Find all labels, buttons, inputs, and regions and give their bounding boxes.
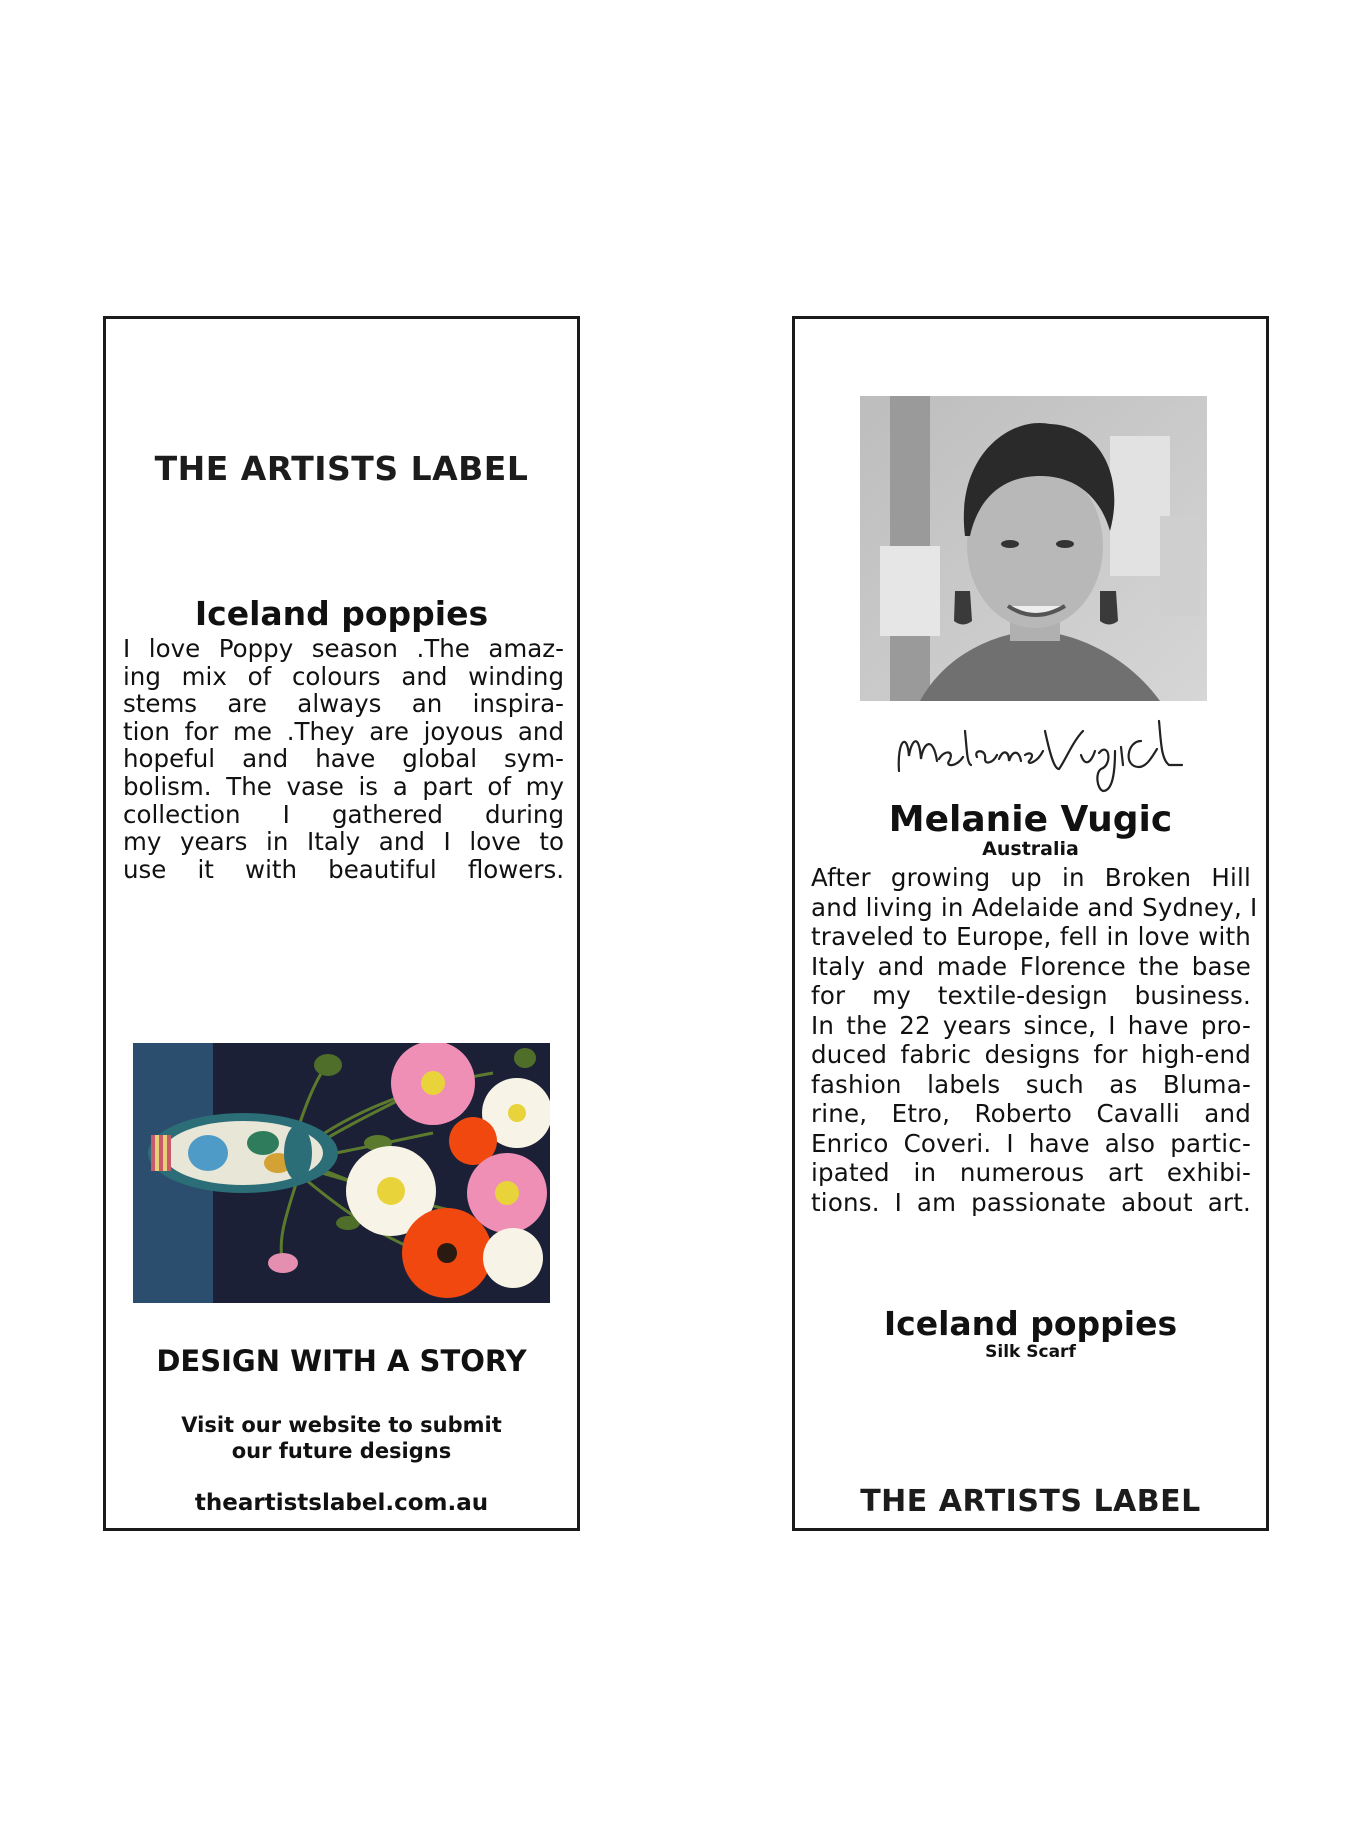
poppy-vase-artwork: [133, 1043, 550, 1303]
bio-line: ipated in numerous art exhibi-: [811, 1158, 1251, 1187]
artist-portrait: [860, 396, 1207, 701]
artist-name: Melanie Vugic: [888, 799, 1173, 840]
bio-line: duced fabric designs for high-end: [811, 1040, 1251, 1069]
back-hang-tag: [792, 316, 1269, 1531]
bio-line: Enrico Coveri. I have also partic-: [811, 1128, 1251, 1158]
visit-message: [106, 1412, 577, 1464]
bio-line: tions. I am passionate about art.: [811, 1187, 1251, 1217]
brand-footer: THE ARTISTS LABEL: [860, 1484, 1201, 1519]
bio-line: In the 22 years since, I have pro-: [811, 1010, 1251, 1040]
tagline: DESIGN WITH A STORY: [156, 1344, 527, 1378]
bio-line: for my textile-design business.: [811, 981, 1251, 1010]
bio-line: Italy and made Florence the base: [811, 951, 1251, 981]
bio-line: and living in Adelaide and Sydney, I: [811, 892, 1258, 922]
artist-bio: [811, 863, 1258, 1217]
bio-line: fashion labels such as Bluma-: [811, 1069, 1251, 1099]
bio-line: traveled to Europe, fell in love with: [811, 922, 1251, 951]
bio-line: rine, Etro, Roberto Cavalli and: [811, 1099, 1251, 1128]
website-url: theartistslabel.com.au: [194, 1490, 489, 1516]
artist-country: Australia: [982, 838, 1079, 860]
design-title: Iceland poppies: [194, 594, 489, 633]
product-title: Iceland poppies: [883, 1304, 1178, 1343]
visit-line: Visit our website to submit: [181, 1413, 502, 1437]
design-description: [123, 635, 564, 883]
description-line: ing mix of colours and winding: [123, 661, 564, 691]
visit-line: our future designs: [231, 1439, 452, 1463]
description-line: my years in Italy and I love to: [123, 827, 564, 857]
artist-signature: [877, 711, 1187, 801]
product-type: Silk Scarf: [985, 1342, 1076, 1362]
description-line: stems are always an inspira-: [123, 689, 564, 719]
front-hang-tag: [103, 316, 580, 1531]
description-line: bolism. The vase is a part of my: [123, 771, 564, 801]
description-line: collection I gathered during: [123, 799, 564, 829]
description-line: use it with beautiful flowers.: [123, 854, 564, 884]
description-line: hopeful and have global sym-: [123, 744, 564, 774]
bio-line: After growing up in Broken Hill: [811, 863, 1251, 892]
description-line: tion for me .They are joyous and: [123, 716, 564, 746]
brand-heading: THE ARTISTS LABEL: [154, 449, 529, 488]
description-line: I love Poppy season .The amaz-: [123, 634, 564, 663]
